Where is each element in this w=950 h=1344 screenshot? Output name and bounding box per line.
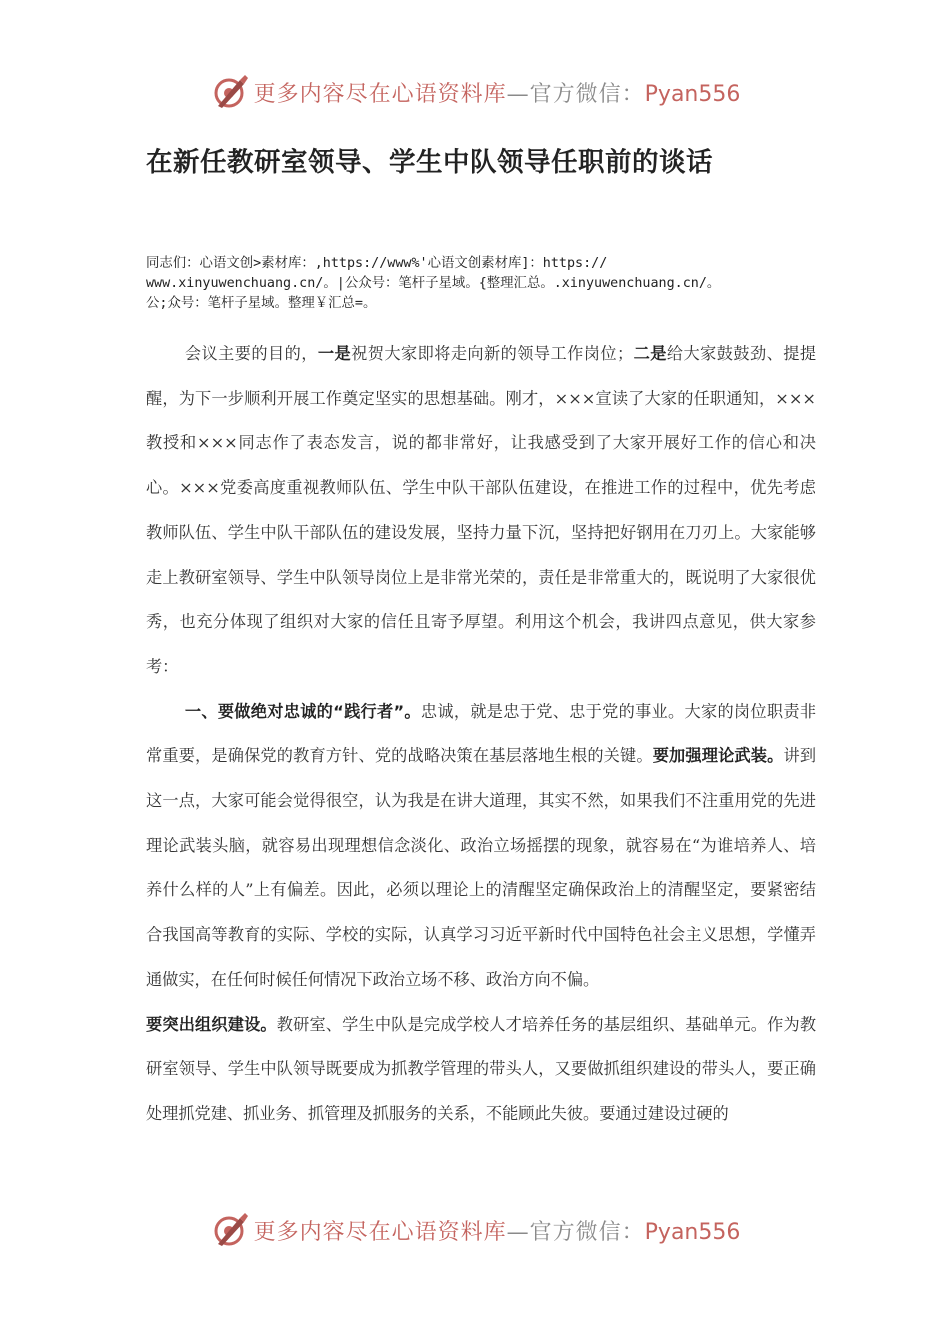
banner-text: 更多内容尽在心语资料库—官方微信：Pyan556 <box>253 1219 741 1245</box>
document-title: 在新任教研室领导、学生中队领导任职前的谈话 <box>146 147 713 178</box>
document-body <box>146 332 816 1137</box>
paragraph-point-one: 一、要做绝对忠诚的“践行者”。忠诚，就是忠于党、忠于党的事业。大家的岗位职责非常重要，是确保党的教育方针、党的战略决策在基层落地生根的关键。要加强理论武装。讲到这一点，大家可能会觉得很空，认为我是在讲大道理，其实不然，如果我们不注重用党的先进理论武装头脑，就容易出现理想信念淡化、政治立场摇摆的现象，就容易在“为谁培养人、培养什么样的人”上有偏差。因此，必须以理论上的清醒坚定确保政治上的清醒坚定，要紧密结合我国高等教育的实际、学校的实际，认真学习习近平新时代中国特色社会主义思想，学懂弄通做实，在任何时候任何情况下政治立场不移、政治方向不偏。 <box>146 701 817 989</box>
intro-line: 同志们：心语文创>素材库：,https://www%'心语文创素材库]：https:// <box>146 256 608 271</box>
paragraph-purpose: 会议主要的目的，一是祝贺大家即将走向新的领导工作岗位；二是给大家鼓鼓劲、提提醒，为下一步顺利开展工作奠定坚实的思想基础。刚才，×××宣读了大家的任职通知，×××教授和×××同志作了表态发言，说的都非常好，让我感受到了大家开展好工作的信心和决心。×××党委高度重视教师队伍、学生中队干部队伍建设，在推进工作的过程中，优先考虑教师队伍、学生中队干部队伍的建设发展，坚持力量下沉，坚持把好钢用在刀刃上。大家能够走上教研室领导、学生中队领导岗位上是非常光荣的，责任是非常重大的，既说明了大家很优秀，也充分体现了组织对大家的信任且寄予厚望。利用这个机会，我讲四点意见，供大家参考： <box>146 344 817 676</box>
pen-logo-icon <box>210 72 250 112</box>
footer-banner <box>0 1208 950 1252</box>
pen-logo-icon <box>210 1210 250 1250</box>
header-banner <box>0 70 950 114</box>
intro-block <box>146 254 826 314</box>
intro-line: www.xinyuwenchuang.cn/。|公众号：笔杆子星域。{整理汇总。.xinyuwenchuang.cn/。 <box>146 276 721 291</box>
banner-text: 更多内容尽在心语资料库—官方微信：Pyan556 <box>253 81 741 107</box>
paragraph-organization: 要突出组织建设。教研室、学生中队是完成学校人才培养任务的基层组织、基础单元。作为教研室领导、学生中队领导既要成为抓教学管理的带头人，又要做抓组织建设的带头人，要正确处理抓党建、抓业务、抓管理及抓服务的关系，不能顾此失彼。要通过建设过硬的 <box>146 1014 817 1123</box>
intro-line: 公;众号：笔杆子星域。整理￥汇总=。 <box>146 296 377 311</box>
